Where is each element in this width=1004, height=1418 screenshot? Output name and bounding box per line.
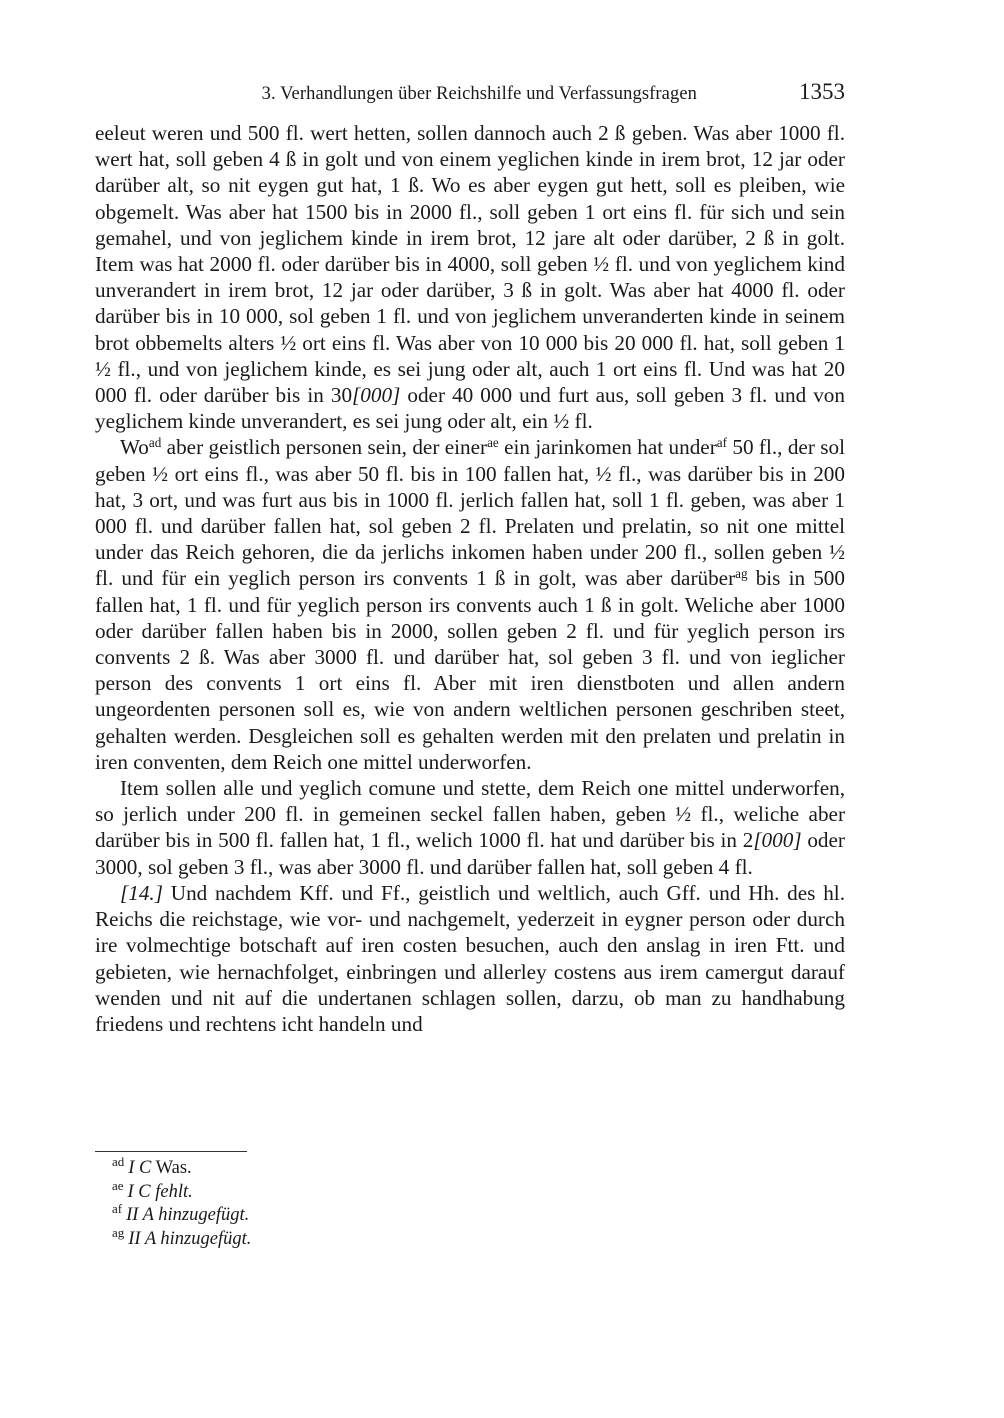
paragraph bbox=[95, 880, 845, 1037]
footnote-marker: ae bbox=[487, 435, 499, 451]
italic-text: II A hinzugefügt. bbox=[128, 1228, 252, 1249]
text-run: ein jarinkomen hat under bbox=[498, 435, 717, 460]
footnote-mark: af bbox=[112, 1200, 123, 1216]
paragraph bbox=[95, 434, 845, 775]
footnote bbox=[112, 1224, 512, 1252]
footnote bbox=[112, 1200, 512, 1228]
text-run: Wo bbox=[120, 435, 149, 460]
text-run: eeleut weren und 500 fl. wert hetten, sollen dannoch auch 2 ß geben. Was aber 1000 fl. wert hat, soll geben 4 ß in golt und von einem yeglichen kinde in irem brot, 12 jar oder darüber alt, so nit eygen gut hat, 1 ß. Wo es aber eygen gut hett, soll es pleiben, wie obgemelt. Was aber hat 1500 bis in 2000 fl., soll geben 1 ort eins fl. für sich und sein gemahel, und von jeglichem kinde in irem brot, 12 jare alt oder darüber, 2 ß in golt. Item was hat 2000 fl. oder darüber bis in 4000, soll geben ½ fl. und von yeglichem kind unverandert in irem brot, 12 jar oder darüber, 3 ß in golt. Was aber hat 4000 fl. oder darüber bis in 10 000, sol geben 1 fl. und von jeglichem unveranderten kinde in seinem brot obbemelts alters ½ ort eins fl. Was aber von 10 000 bis 20 000 fl. hat, soll geben 1 ½ fl., und von jeglichem kinde, es sei jung oder alt, auch 1 ort eins fl. Und was hat 20 000 fl. oder darüber bis in 30 bbox=[95, 121, 845, 408]
text-run: Und nachdem Kff. und Ff., geistlich und weltlich, auch Gff. und Hh. des hl. Reichs die reichstage, wie vor- und nachgemelt, yederzeit in eygner person oder durch ire volmechtige botschaft auf iren costen besuchen, auch den anslag in iren Ftt. und gebieten, wie hernachfolget, einbringen und allerley costens aus irem camergut darauf wenden und nit auf die undertanen schlagen sollen, darzu, ob man zu handhabung friedens und rechtens icht handeln und bbox=[95, 880, 845, 1036]
italic-text: I C fehlt. bbox=[127, 1181, 193, 1202]
text-run: oder 40 000 und furt aus, soll geben 3 fl. und von yeglichem kinde unverandert, es sei jung oder alt, ein ½ fl. bbox=[95, 383, 845, 434]
footnote-mark: ag bbox=[112, 1224, 125, 1240]
text-run: 50 fl., der sol geben ½ ort eins fl., was aber 50 fl. bis in 100 fallen hat, ½ fl., was darüber bis in 200 hat, 3 ort, und was furt aus bis in 1000 fl. jerlich fallen hat, soll 1 fl. geben, was aber 1 000 fl. und darüber fallen hat, sol geben 2 fl. Prelaten und prelatin, so nit one mittel under das Reich gehoren, die da jerlichs inkomen haben under 200 fl., sollen geben ½ fl. und für ein yeglich person irs convents 1 ß in golt, was aber darüber bbox=[95, 435, 845, 591]
text-run: aber geistlich personen sein, der einer bbox=[161, 435, 488, 460]
footnote-text bbox=[128, 1229, 251, 1249]
footnote-marker: af bbox=[716, 435, 727, 451]
text-run: bis in 500 fallen hat, 1 fl. und für yeglich person irs convents auch 1 ß in golt. Weliche aber 1000 oder darüber fallen haben bis in 2000, sollen geben 2 fl. und für yeglich person irs convents 2 ß. Was aber 3000 fl. und darüber hat, sol geben 3 fl. und von ieglicher person des convents 1 ort eins fl. Aber mit iren dienstboten und allen andern ungeordenten personen soll es, wie von andern weltlichen personen geschriben steet, gehalten werden. Desgleichen soll es gehalten werden mit den prelaten und prelatin in iren conventen, dem Reich one mittel underworfen. bbox=[95, 566, 845, 774]
footnote-text bbox=[128, 1182, 193, 1202]
text-run: Item sollen alle und yeglich comune und stette, dem Reich one mittel underworfen, so jerlich under 200 fl. in gemeinen seckel fallen haben, geben ½ fl., weliche aber darüber bis in 500 fl. fallen hat, 1 fl., welich 1000 fl. hat und darüber bis in 2 bbox=[95, 776, 845, 853]
body-text bbox=[95, 120, 845, 1037]
footnote-separator bbox=[95, 1151, 247, 1152]
italic-text: [000] bbox=[753, 828, 802, 853]
footnote-text bbox=[128, 1158, 191, 1178]
text-run: Was. bbox=[151, 1158, 192, 1178]
footnote-marker: ag bbox=[735, 566, 748, 582]
paragraph bbox=[95, 120, 845, 434]
footnotes bbox=[112, 1153, 512, 1251]
italic-text: I C bbox=[128, 1158, 152, 1178]
footnote bbox=[112, 1177, 512, 1205]
footnote-mark: ad bbox=[112, 1153, 125, 1169]
text-run: oder 3000, sol geben 3 fl., was aber 3000 fl. und darüber fallen hat, soll geben 4 fl. bbox=[95, 828, 845, 879]
footnote-text bbox=[126, 1205, 249, 1225]
italic-text: II A hinzugefügt. bbox=[126, 1205, 250, 1225]
italic-text: [000] bbox=[352, 383, 401, 408]
paragraph bbox=[95, 775, 845, 880]
page-number: 1353 bbox=[799, 79, 845, 104]
running-head: 3. Verhandlungen über Reichshilfe und Verfassungsfragen bbox=[261, 84, 697, 104]
footnote-mark: ae bbox=[112, 1177, 124, 1193]
footnote-marker: ad bbox=[148, 435, 162, 451]
page-header bbox=[95, 78, 845, 110]
italic-text: [14.] bbox=[120, 880, 163, 905]
footnote bbox=[112, 1153, 512, 1181]
